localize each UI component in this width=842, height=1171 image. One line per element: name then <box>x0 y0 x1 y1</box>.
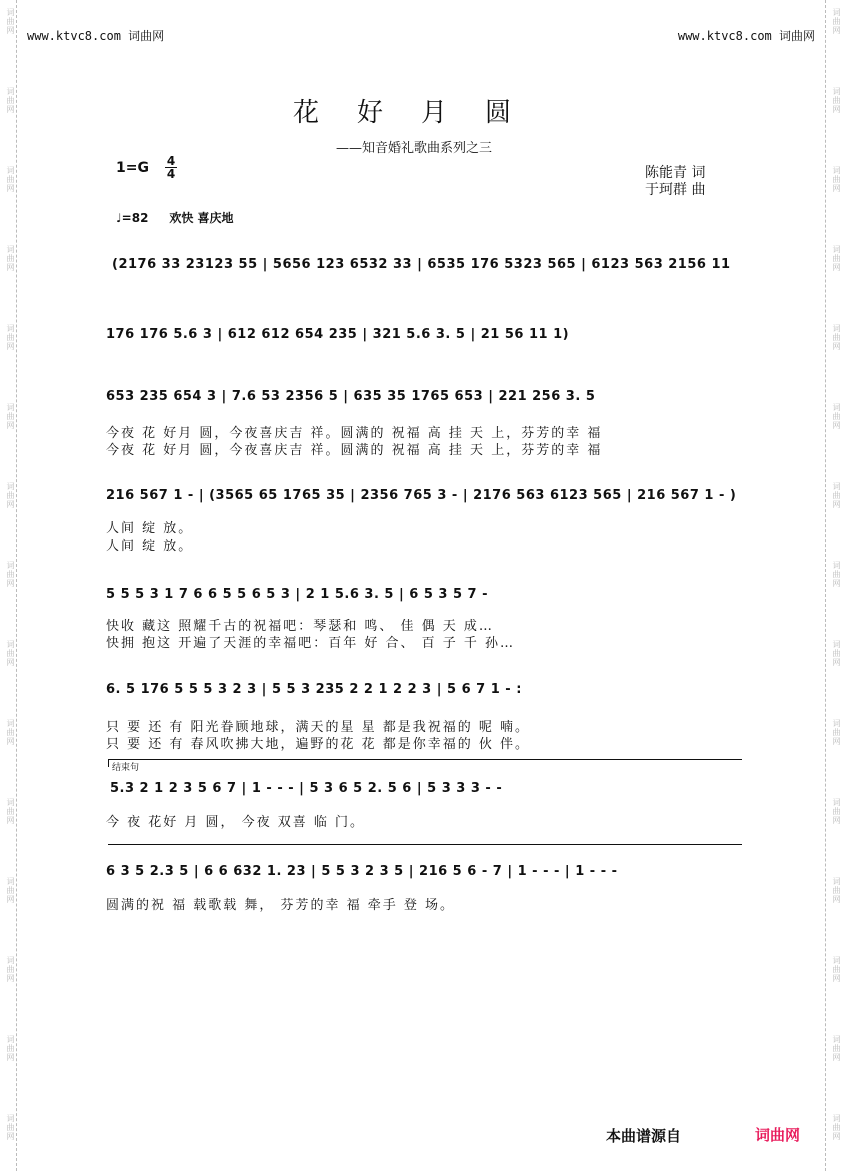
song-subtitle: ——知音婚礼歌曲系列之三 <box>336 141 493 156</box>
notation-row-3: 653 235 654 3 | 7.6 53 2356 5 | 635 35 1765 653 | 221 256 3. 5 <box>106 389 596 404</box>
lyric-row-5-verse-2: 快拥 抱这 开遍了天涯的幸福吧：百年 好 合、 百 子 千 孙… <box>106 636 516 651</box>
watermark-text: 词曲网 <box>6 482 15 509</box>
watermark-text: 词曲网 <box>6 8 15 35</box>
watermark-text: 词曲网 <box>832 1114 841 1141</box>
ending-bracket-line-2 <box>108 844 742 845</box>
time-signature-bottom: 4 <box>166 167 176 181</box>
left-watermark-strip <box>0 0 17 1171</box>
watermark-text: 词曲网 <box>832 87 841 114</box>
lyric-row-5-verse-1: 快收 藏这 照耀千古的祝福吧：琴瑟和 鸣、 佳 偶 天 成… <box>106 619 494 634</box>
watermark-text: 词曲网 <box>6 719 15 746</box>
watermark-text: 词曲网 <box>832 482 841 509</box>
watermark-text: 词曲网 <box>6 324 15 351</box>
watermark-text: 词曲网 <box>6 561 15 588</box>
watermark-text: 词曲网 <box>832 245 841 272</box>
lyric-row-3-verse-1: 今夜 花 好月 圆，今夜喜庆吉 祥。圆满的 祝福 高 挂 天 上，芬芳的幸 福 <box>106 426 603 441</box>
tempo-marking <box>116 209 234 226</box>
composer-credit: 于珂群 曲 <box>645 182 706 198</box>
watermark-text: 词曲网 <box>6 640 15 667</box>
watermark-text: 词曲网 <box>6 403 15 430</box>
lyric-row-7: 今 夜 花好 月 圆， 今夜 双喜 临 门。 <box>106 815 366 830</box>
watermark-text: 词曲网 <box>6 956 15 983</box>
lyric-row-6-verse-1: 只 要 还 有 阳光眷顾地球，满天的星 星 都是我祝福的 呢 喃。 <box>106 720 531 735</box>
lyric-row-4-verse-2: 人间 绽 放。 <box>106 539 194 554</box>
header-site-right[interactable]: www.ktvc8.com 词曲网 <box>677 29 815 43</box>
watermark-text: 词曲网 <box>6 166 15 193</box>
time-signature <box>165 155 177 180</box>
lyric-row-6-verse-2: 只 要 还 有 春风吹拂大地，遍野的花 花 都是你幸福的 伙 伴。 <box>106 737 531 752</box>
time-signature-top: 4 <box>166 154 176 168</box>
watermark-text: 词曲网 <box>832 561 841 588</box>
watermark-text: 词曲网 <box>6 1114 15 1141</box>
tempo-value: ♩=82 <box>116 211 149 225</box>
watermark-text: 词曲网 <box>832 324 841 351</box>
watermark-text: 词曲网 <box>832 403 841 430</box>
watermark-text: 词曲网 <box>832 1035 841 1062</box>
song-title: 花好月圆 <box>292 98 549 128</box>
notation-row-8: 6 3 5 2.3 5 | 6 6 632 1. 23 | 5 5 3 2 3 5 | 216 5 6 - 7 | 1 - - - | 1 - - - <box>106 864 618 879</box>
lyric-row-8: 圆满的祝 福 载歌载 舞， 芬芳的幸 福 牵手 登 场。 <box>106 898 456 913</box>
lyric-row-3-verse-2: 今夜 花 好月 圆，今夜喜庆吉 祥。圆满的 祝福 高 挂 天 上，芬芳的幸 福 <box>106 443 603 458</box>
watermark-text: 词曲网 <box>6 245 15 272</box>
watermark-text: 词曲网 <box>832 640 841 667</box>
watermark-text: 词曲网 <box>832 719 841 746</box>
watermark-text: 词曲网 <box>832 166 841 193</box>
tempo-expression: 欢快 喜庆地 <box>169 211 234 225</box>
footer-source-text: 本曲谱源自 <box>606 1127 682 1145</box>
watermark-text: 词曲网 <box>832 798 841 825</box>
watermark-text: 词曲网 <box>832 956 841 983</box>
watermark-text: 词曲网 <box>832 877 841 904</box>
footer-site-logo[interactable]: 词曲网 <box>755 1126 801 1144</box>
ending-label: 结束句 <box>112 763 140 773</box>
watermark-text: 词曲网 <box>6 798 15 825</box>
notation-row-2: 176 176 5.6 3 | 612 612 654 235 | 321 5.6 3. 5 | 21 56 11 1) <box>106 327 570 342</box>
notation-row-1: (2176 33 23123 55 | 5656 123 6532 33 | 6535 176 5323 565 | 6123 563 2156 11 <box>112 257 731 272</box>
watermark-text: 词曲网 <box>6 877 15 904</box>
watermark-text: 词曲网 <box>6 1035 15 1062</box>
right-watermark-strip <box>825 0 842 1171</box>
notation-row-6: 6. 5 176 5 5 5 3 2 3 | 5 5 3 235 2 2 1 2 2 3 | 5 6 7 1 - : <box>106 682 522 697</box>
key-signature: 1=G <box>116 160 149 176</box>
watermark-text: 词曲网 <box>6 87 15 114</box>
header-site-left[interactable]: www.ktvc8.com 词曲网 <box>27 29 165 43</box>
notation-row-5: 5 5 5 3 1 7 6 6 5 5 6 5 3 | 2 1 5.6 3. 5 | 6 5 3 5 7 - <box>106 587 489 602</box>
notation-row-4: 216 567 1 - | (3565 65 1765 35 | 2356 765 3 - | 2176 563 6123 565 | 216 567 1 - ) <box>106 488 737 503</box>
watermark-text: 词曲网 <box>832 8 841 35</box>
lyricist-credit: 陈能青 词 <box>645 165 706 181</box>
ending-bracket-tick <box>108 759 109 767</box>
lyric-row-4-verse-1: 人间 绽 放。 <box>106 521 194 536</box>
notation-row-7: 5.3 2 1 2 3 5 6 7 | 1 - - - | 5 3 6 5 2. 5 6 | 5 3 3 3 - - <box>110 781 503 796</box>
ending-bracket-line <box>108 759 742 760</box>
